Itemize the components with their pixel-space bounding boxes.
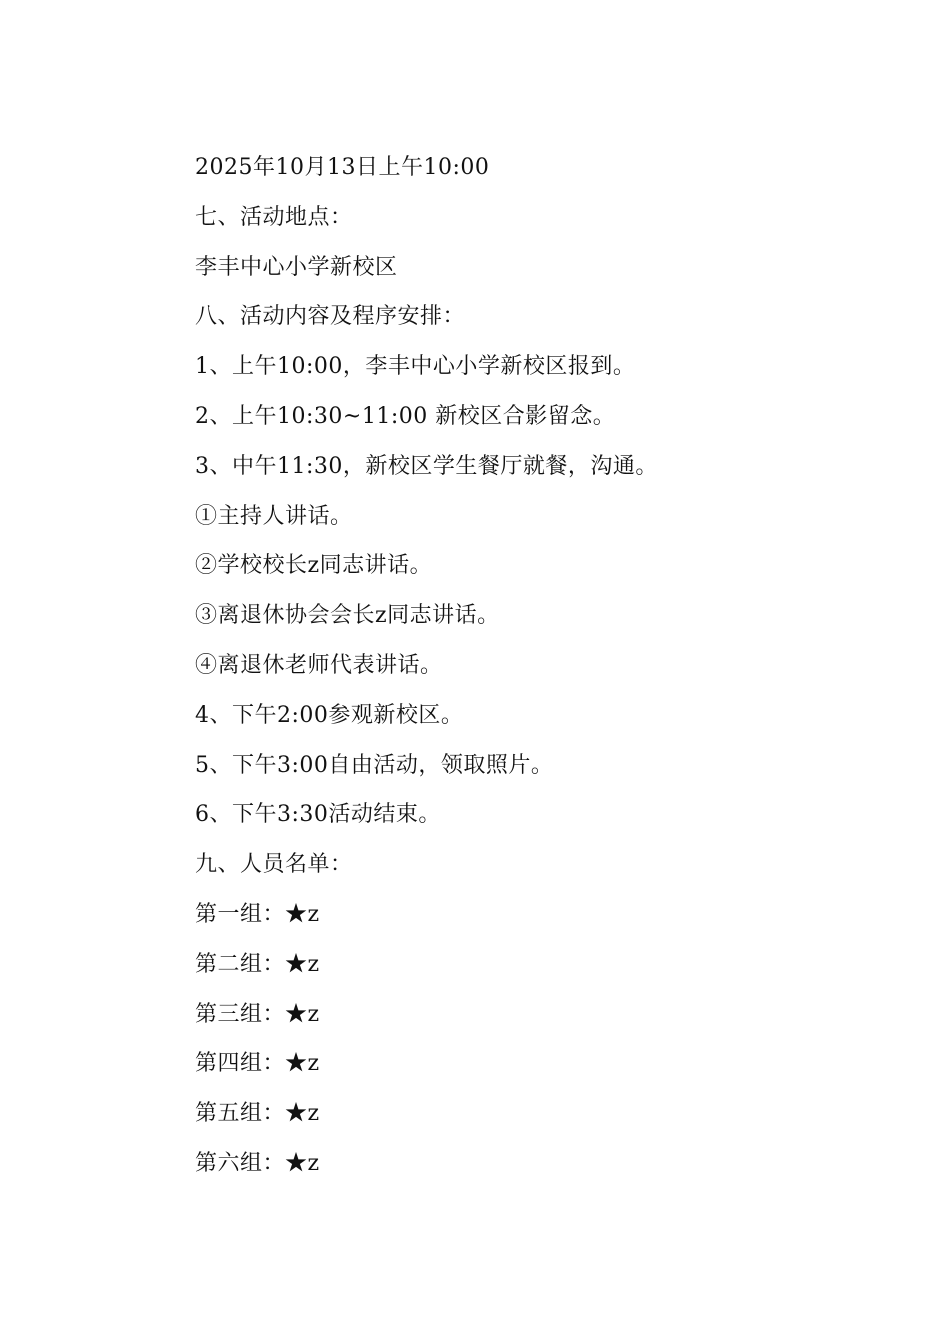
speech-item: ③离退休协会会长z同志讲话。 — [195, 603, 500, 629]
activity-location-text: 李丰中心小学新校区 — [195, 254, 398, 280]
section-heading-program: 八、活动内容及程序安排： — [195, 304, 466, 330]
program-item: 3、中午11:30，新校区学生餐厅就餐，沟通。 — [195, 453, 658, 479]
group-roster-item: 第一组：★z — [195, 901, 320, 927]
speech-item: ②学校校长z同志讲话。 — [195, 553, 433, 579]
activity-time-text: 2025年10月13日上午10:00 — [195, 155, 490, 180]
speech-item: ④离退休老师代表讲话。 — [195, 652, 443, 678]
program-item: 4、下午2:00参观新校区。 — [195, 702, 464, 728]
program-item: 6、下午3:30活动结束。 — [195, 802, 441, 828]
group-roster-item: 第三组：★z — [195, 1001, 320, 1027]
group-roster-item: 第四组：★z — [195, 1051, 320, 1077]
program-item: 2、上午10:30~11:00 新校区合影留念。 — [195, 403, 616, 429]
group-roster-item: 第五组：★z — [195, 1101, 320, 1127]
speech-item: ①主持人讲话。 — [195, 503, 353, 529]
group-roster-item: 第二组：★z — [195, 951, 320, 977]
program-item: 1、上午10:00，李丰中心小学新校区报到。 — [195, 354, 636, 380]
section-heading-roster: 九、人员名单： — [195, 852, 353, 878]
program-item: 5、下午3:00自由活动，领取照片。 — [195, 752, 554, 778]
section-heading-location: 七、活动地点： — [195, 204, 353, 230]
group-roster-item: 第六组：★z — [195, 1150, 320, 1176]
document-body — [195, 143, 895, 1189]
